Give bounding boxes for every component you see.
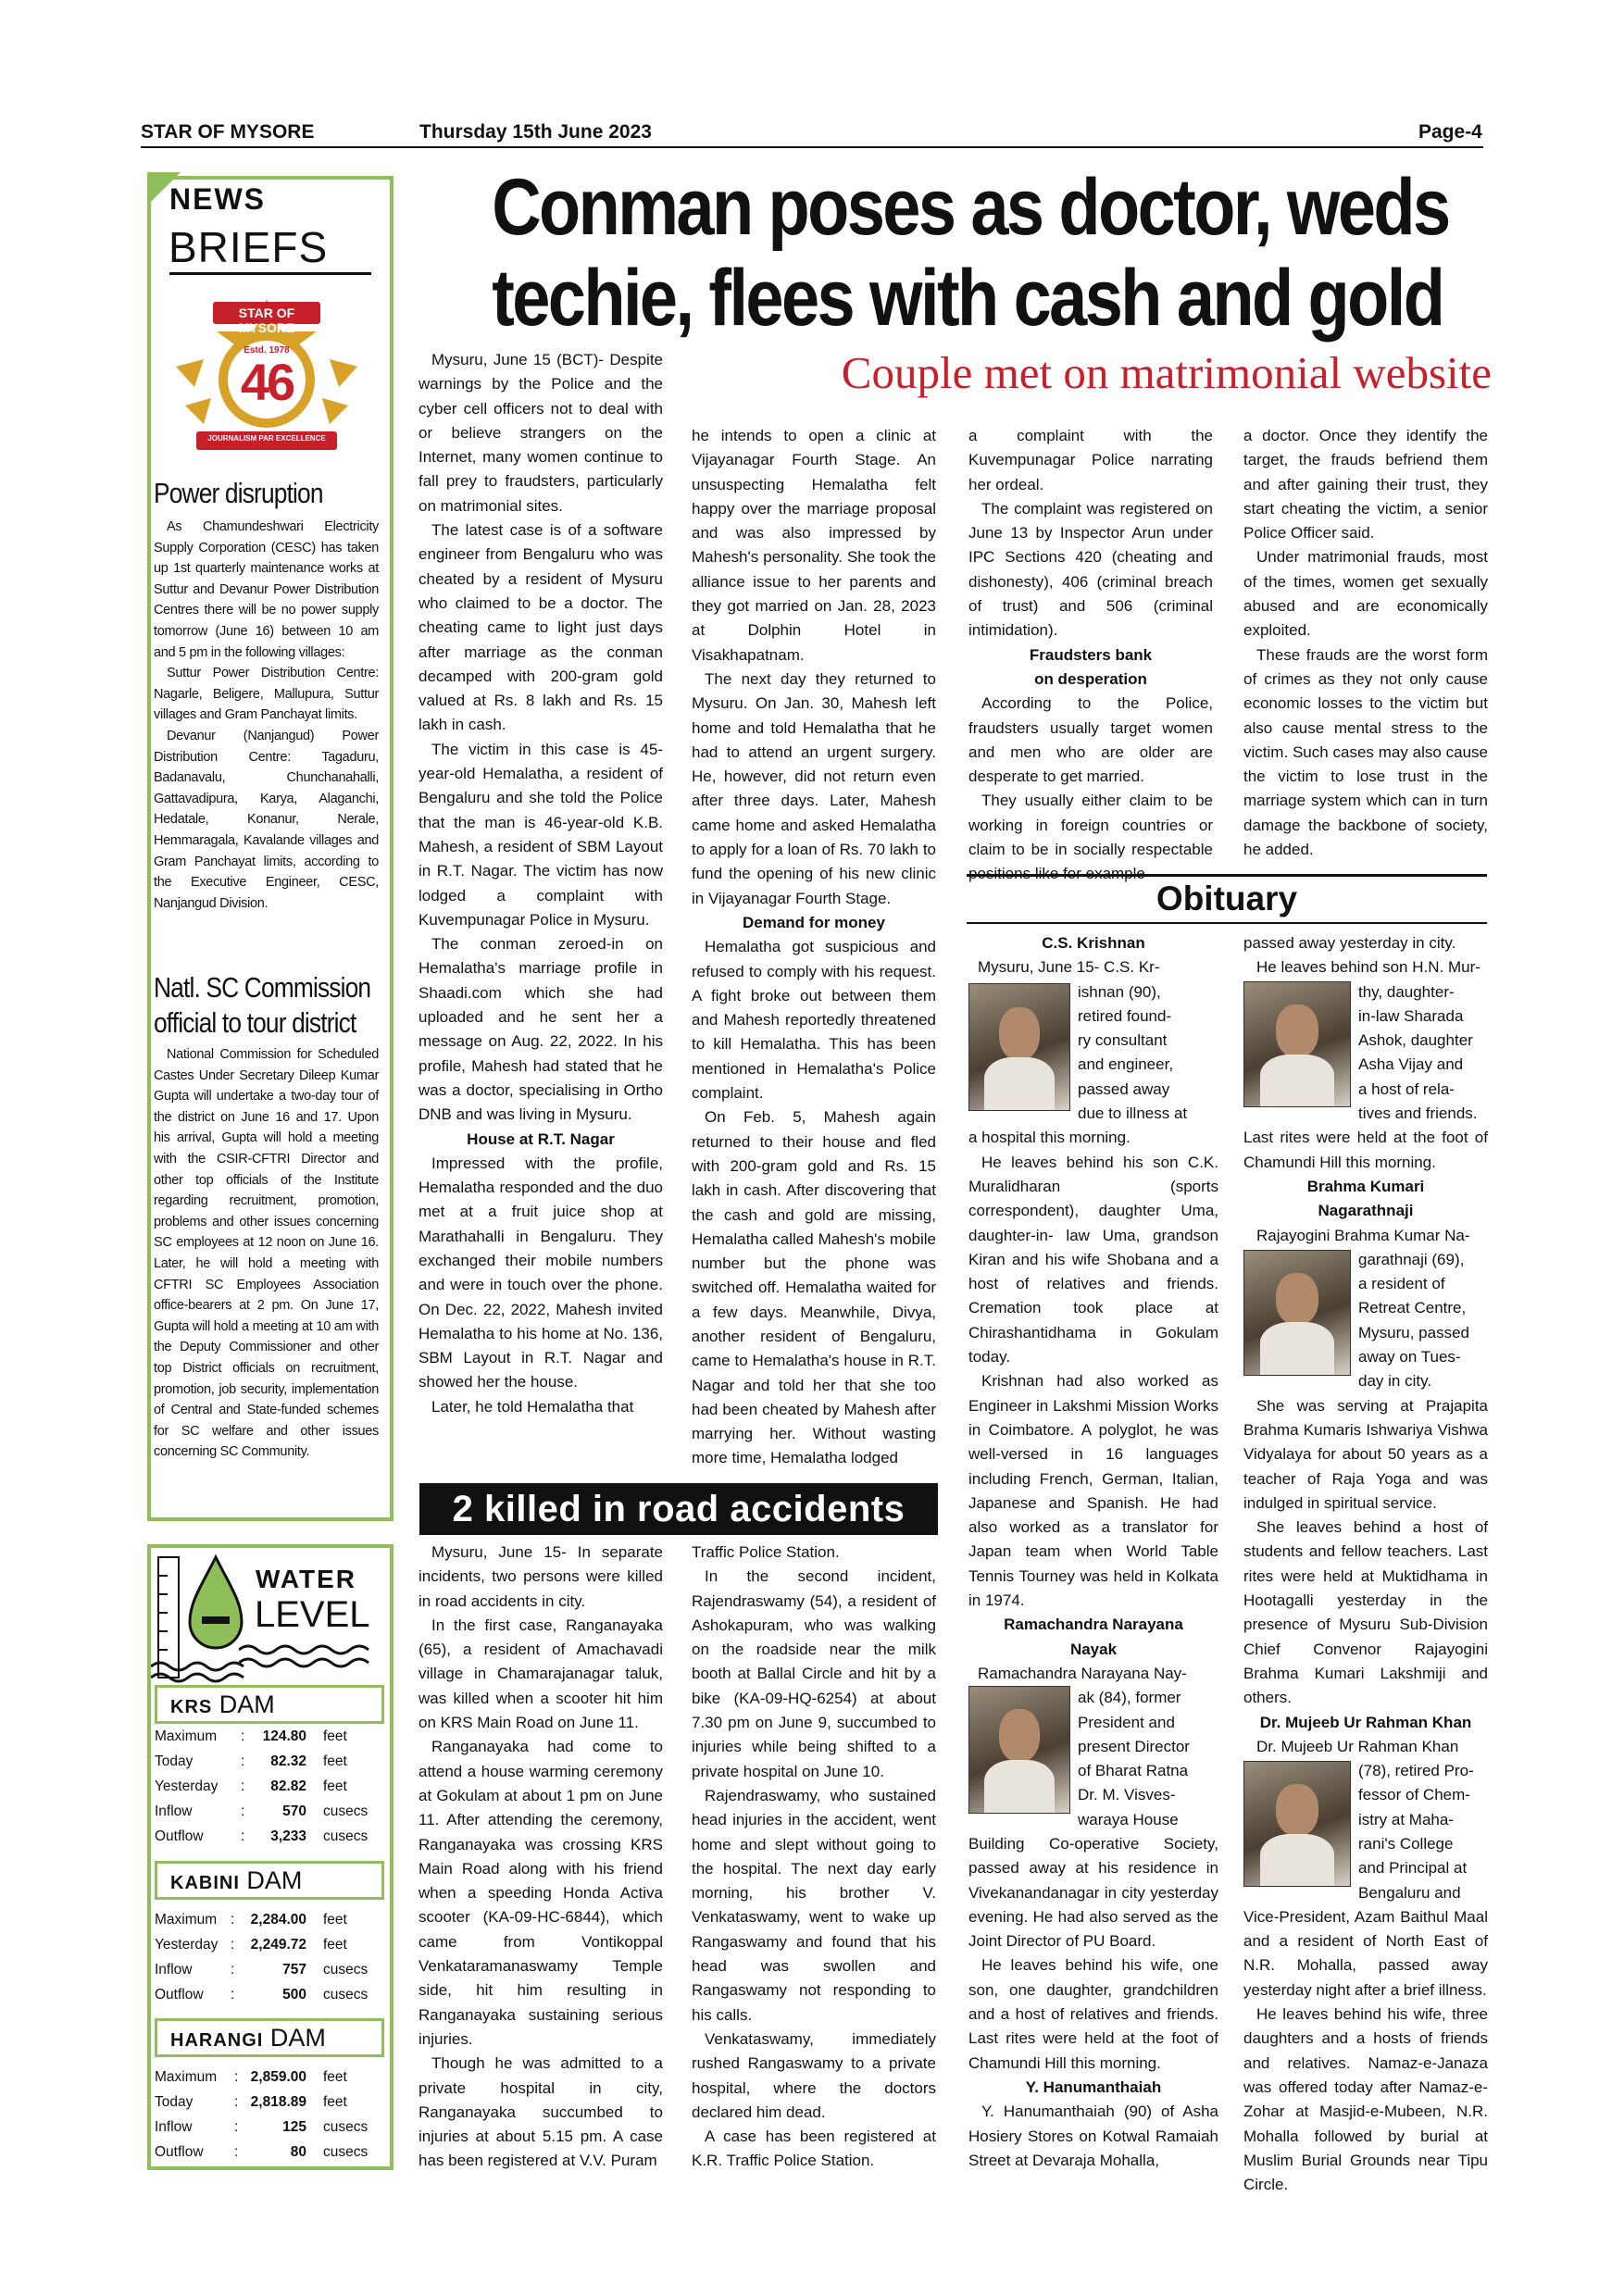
obit-text: Dr. Mujeeb Ur Rahman Khan: [1256, 1737, 1459, 1755]
obit-text: He leaves behind his wife, one son, one daughter, grandchildren and a host of relatives and friends. Last rites were held at the foot of Chamundi Hill this morning.: [968, 1956, 1218, 2072]
row-unit: feet: [323, 1912, 347, 1928]
obit-text: Y. Hanumanthaiah (90) of Asha Hosiery Stores on Kotwal Ramaiah Street at Devaraja Mohalla,: [968, 2103, 1218, 2169]
lead-para: Hemalatha got suspicious and refused to comply with his request. A fight broke out between them and Mahesh reportedly threatened to kill Hemalatha. This has been mentioned in Hemalatha's Police complaint.: [692, 938, 936, 1103]
row-value: 2,818.89: [250, 2094, 306, 2110]
obit-text: Asha Vijay and: [1358, 1055, 1464, 1074]
obit-text: due to illness at: [1078, 1104, 1188, 1123]
obit-text: and Principal at: [1358, 1859, 1468, 1878]
lead-para: a complaint with the Kuvempunagar Police narrating her ordeal.: [968, 427, 1213, 493]
lead-subheading-house: House at R.T. Nagar: [467, 1129, 615, 1148]
row-value: 3,233: [270, 1828, 306, 1844]
lead-para: These frauds are the worst form of crimes as they not only cause economic losses to the victim but also cause mental stress to the victim. Such cases may also cause the victim to lose trust in the marriage system which can in turn damage the backbone of society, he added.: [1243, 645, 1488, 859]
paper-name: STAR OF MYSORE: [141, 121, 315, 143]
brief-sc-para-1: National Commission for Scheduled Castes Under Secretary Dileep Kumar Gupta will undertake a two-day tour of the district on June 16 and 17. Upon his arrival, Gupta will hold a meeting with the CSIR-CFTRI Director and other top officials of the Institute regarding recruitment, promotion, problems and other issues concerning SC employees at 12 noon on June 16. Later, he will hold a meeting with CFTRI SC Employees Association office-bearers at 2 pm. On June 17, Gupta will hold a meeting at 10 am with the Deputy Commissioner and other top District officials on recruitment, promotion, job security, implementation of Central and State-funded schemes for SC welfare and other issues concerning SC Community.: [154, 1047, 379, 1460]
kabini-row-inflow: Inflow : 757 cusecs: [155, 1957, 379, 1982]
row-label: Today: [155, 1753, 194, 1769]
lead-column-2: [692, 424, 936, 1471]
krs-row-maximum: Maximum : 124.80 feet: [155, 1724, 379, 1749]
photo-ramachandra-nayak: [968, 1686, 1070, 1814]
obituary-rule-top: [967, 874, 1487, 877]
obit-text: He leaves behind his wife, three daughters and a hosts of friends and relatives. Namaz-e-Janaza was offered today after Namaz-e-Zohar at Masjid-e-Mubeen, N.R. Mohalla followed by burial at Muslim Burial Grounds near Tipu Circle.: [1243, 2005, 1488, 2194]
krs-row-inflow: Inflow : 570 cusecs: [155, 1799, 379, 1824]
photo-nagarathnaji: [1243, 1250, 1351, 1376]
obit-text: Krishnan had also worked as Engineer in Lakshmi Mission Works in Coimbatore. A polyglot, he was well-versed in 16 languages including French, German, Italian, Japanese and Spanish. He had also worked as a translator for Japan team when World Table Tennis Tourney was held in Kolkata in 1974.: [968, 1372, 1218, 1610]
row-unit: feet: [323, 2094, 347, 2110]
row-value: 82.32: [270, 1753, 306, 1769]
row-label: Maximum: [155, 1728, 218, 1744]
brief-power-body: [154, 517, 379, 914]
kabini-name: KABINI: [170, 1873, 240, 1893]
row-unit: cusecs: [323, 1962, 369, 1978]
obit-text: day in city.: [1358, 1372, 1432, 1391]
row-value: 2,859.00: [250, 2069, 306, 2085]
row-label: Inflow: [155, 2119, 193, 2135]
news-briefs-title-1: NEWS: [169, 182, 266, 216]
row-unit: feet: [323, 1937, 347, 1953]
masthead-rule: [141, 146, 1483, 148]
row-label: Maximum: [155, 1912, 218, 1928]
kabini-dam-label: DAM: [246, 1866, 303, 1894]
logo-ribbon: JOURNALISM PAR EXCELLENCE: [207, 434, 326, 443]
row-unit: cusecs: [323, 1803, 369, 1819]
accidents-column-2: [692, 1541, 936, 2174]
obit-name-brahma-kumari-2: Nagarathnaji: [1318, 1202, 1414, 1220]
accident-para: Venkataswamy, immediately rushed Rangaswamy to a private hospital, where the doctors declared him dead.: [692, 2029, 936, 2121]
lead-para: They usually either claim to be working in foreign countries or claim to be in socially respectable: [968, 792, 1213, 859]
kabini-row-maximum: Maximum : 2,284.00 feet: [155, 1907, 379, 1932]
logo-estd: Estd. 1978: [244, 345, 290, 356]
obit-text: Mysuru, passed: [1358, 1323, 1469, 1341]
obit-text: a resident of: [1358, 1275, 1445, 1293]
obit-text: rani's College: [1358, 1834, 1454, 1853]
lead-para: Under matrimonial frauds, most of the times, women get sexually abused and are economically exploited.: [1243, 548, 1488, 640]
brief-heading-sc-commission: Natl. SC Commission official to tour district: [154, 971, 371, 1039]
lead-subheading-fraudsters-1: Fraudsters bank: [1029, 645, 1153, 664]
obit-text: She was serving at Prajapita Brahma Kumaris Ishwariya Vishwa Vidyalaya for about 50 years as a teacher of Raja Yoga and was indulged in spiritual service.: [1243, 1396, 1488, 1512]
brief-power-para-3: Devanur (Nanjangud) Power Distribution Centre: Tagaduru, Badanavalu, Chunchanahalli, Gattavadipura, Karya, Alaganchi, Hedatale, Konanur, Nerale, Hemmaragala, Kavalande villages and Gram Panchayat limits, according to the Executive Engineer, CESC, Nanjangud Division.: [154, 728, 379, 911]
logo-top-text: STAR OF MYSORE: [238, 306, 295, 335]
row-label: Inflow: [155, 1962, 193, 1978]
row-label: Yesterday: [155, 1937, 219, 1953]
lead-column-4: [1243, 424, 1488, 862]
krs-row-today: Today : 82.32 feet: [155, 1749, 379, 1774]
obit-text: and engineer,: [1078, 1055, 1174, 1074]
row-value: 125: [282, 2119, 306, 2135]
obit-text: He leaves behind his son C.K. Muralidharan (sports correspondent), daughter Uma, daughter-in- law Uma, grandson Kiran and his wife Shobana and a host of relatives and friends. Cremation took place at Chirashantidhama in Gokulam today.: [968, 1153, 1218, 1366]
lead-headline-line-2: techie, flees with cash and gold: [492, 254, 1443, 343]
krs-row-outflow: Outflow : 3,233 cusecs: [155, 1824, 379, 1849]
obit-text: Vice-President, Azam Baithul Maal and a resident of North East of N.R. Mohalla, passed away yesterday night after a brief illness.: [1243, 1907, 1488, 1999]
obit-name-nayak-1: Ramachandra Narayana: [1004, 1616, 1183, 1634]
row-unit: cusecs: [323, 1828, 369, 1844]
obit-text: Last rites were held at the foot of Chamundi Hill this morning.: [1243, 1129, 1488, 1171]
obit-text: President and: [1078, 1713, 1175, 1731]
harangi-dam-header: [155, 2018, 384, 2057]
obit-text: Dr. M. Visves-: [1078, 1786, 1176, 1804]
obit-name-cs-krishnan: C.S. Krishnan: [1042, 934, 1145, 952]
harangi-dam-label: DAM: [269, 2024, 326, 2052]
brief-power-para-2: Suttur Power Distribution Centre: Nagarle, Beligere, Mallupura, Suttur villages and Gram Panchayat limits.: [154, 666, 379, 723]
lead-column-1: [418, 348, 663, 1419]
obit-text: thy, daughter-: [1358, 982, 1455, 1001]
row-label: Yesterday: [155, 1778, 219, 1794]
lead-para: On Feb. 5, Mahesh again returned to their house and fled with 200-gram gold and Rs. 15 lakh in cash. After discovering that the cash and gold are missing, Hemalatha called Mahesh's mobile number but the phone was switched off. Hemalatha waited for a few days. Meanwhile, Divya, another resident of Bengaluru, came to Hemalatha's house in R.T. Nagar and told her that she too had been cheated by Mahesh after marrying her. Without wasting more time, Hemalatha lodged: [692, 1108, 936, 1467]
lead-para: The conman zeroed-in on Hemalatha's marriage profile in Shaadi.com which she had uploaded and he sent her a message on Aug. 22, 2022. In his profile, Mahesh had stated that he was a doctor, specialising in Ortho DNB and was living in Mysuru.: [418, 935, 663, 1124]
obit-text: Rajayogini Brahma Kumar Na-: [1256, 1226, 1470, 1244]
obit-text: Ramachandra Narayana Nay-: [978, 1664, 1187, 1682]
obit-text: Bengaluru and: [1358, 1883, 1461, 1902]
news-briefs-title-2: BRIEFS: [169, 223, 329, 271]
obit-text: He leaves behind son H.N. Mur-: [1256, 958, 1480, 977]
obit-name-mujeeb-ur-rahman-khan: Dr. Mujeeb Ur Rahman Khan: [1259, 1713, 1472, 1731]
lead-para: The complaint was registered on June 13 by Inspector Arun under IPC Sections 420 (cheating and dishonesty), 406 (criminal breach of trust) and 506 (criminal intimidation).: [968, 499, 1213, 640]
obit-text: (78), retired Pro-: [1358, 1762, 1474, 1780]
accident-para: In the first case, Ranganayaka (65), a resident of Amachavadi village in Chamarajanagar taluk, was killed when a scooter hit him on KRS Main Road on June 11.: [418, 1616, 663, 1732]
row-label: Outflow: [155, 2144, 204, 2160]
krs-name: KRS: [170, 1697, 213, 1717]
harangi-row-outflow: Outflow : 80 cusecs: [155, 2140, 379, 2165]
harangi-row-today: Today : 2,818.89 feet: [155, 2090, 379, 2115]
logo-number: 46: [240, 353, 294, 411]
row-label: Outflow: [155, 1828, 204, 1844]
row-value: 570: [282, 1803, 306, 1819]
obit-text: ishnan (90),: [1078, 982, 1161, 1001]
lead-para: According to the Police, fraudsters usually target women and men who are older are desperate to get married.: [968, 694, 1213, 786]
obit-text: a host of rela-: [1358, 1079, 1455, 1098]
obit-text: in-law Sharada: [1358, 1006, 1464, 1025]
obit-text: retired found-: [1078, 1006, 1172, 1025]
obit-text: ry consultant: [1078, 1031, 1168, 1050]
page-number: Page-4: [1418, 121, 1482, 143]
kabini-dam-header: [155, 1861, 384, 1900]
lead-para: Later, he told Hemalatha that: [431, 1397, 634, 1416]
row-unit: feet: [323, 1778, 347, 1794]
row-value: 500: [282, 1987, 306, 2003]
accident-para: Ranganayaka had come to attend a house warming ceremony at Gokulam at about 1 pm on June 11. After attending the ceremony, Ranganayaka was crossing KRS Main Road along with his friend when a speeding Honda Activa scooter (KA-09-HC-6844), which came from Vontikoppal Venkataramanaswamy Temple side, hit him resulting in Ranganayaka sustaining serious injuries.: [418, 1738, 663, 2048]
obit-text: Ashok, daughter: [1358, 1031, 1473, 1050]
water-drop-icon: [151, 1548, 253, 1687]
obit-text: present Director: [1078, 1737, 1190, 1755]
obit-text: She leaves behind a host of students and fellow teachers. Last rites were held at Muktidhama in Hootagalli yesterday in the presence of Mysuru Sub-Division Chief Convenor Rajayogini Brahma Kumari Lakshmiji and others.: [1243, 1518, 1488, 1707]
obit-text: tives and friends.: [1358, 1104, 1478, 1123]
row-unit: feet: [323, 1728, 347, 1744]
harangi-row-maximum: Maximum : 2,859.00 feet: [155, 2065, 379, 2090]
obit-name-hanumanthaiah: Y. Hanumanthaiah: [1025, 2078, 1162, 2096]
photo-hanumanthaiah: [1243, 981, 1351, 1107]
waves-icon: [239, 1639, 378, 1676]
accidents-headline: 2 killed in road accidents: [419, 1483, 938, 1535]
accident-para: Mysuru, June 15- In separate incidents, two persons were killed in road accidents in city.: [418, 1543, 663, 1610]
brief-power-para-1: As Chamundeshwari Electricity Supply Corporation (CESC) has taken up 1st quarterly maintenance works at Suttur and Devanur Power Distribution Centres there will be no power supply tomorrow (June 16) between 10 am and 5 pm in the following villages:: [154, 519, 379, 660]
krs-dam-header: [155, 1685, 384, 1724]
obituary-right-column: [1243, 931, 1488, 2197]
row-value: 82.82: [270, 1778, 306, 1794]
photo-cs-krishnan: [968, 983, 1070, 1111]
water-level-title-1: WATER: [256, 1565, 357, 1593]
kabini-row-yesterday: Yesterday : 2,249.72 feet: [155, 1932, 379, 1957]
lead-para: Impressed with the profile, Hemalatha responded and the duo met at a fruit juice shop at Marathahalli in Bengaluru. They exchanged their mobile numbers and were in touch over the phone. On Dec. 22, 2022, Mahesh invited Hemalatha to his home at No. 136, SBM Layout in R.T. Nagar and showed her the house.: [418, 1154, 663, 1391]
obit-text: a hospital this morning.: [968, 1129, 1131, 1147]
accident-para: Traffic Police Station.: [692, 1543, 840, 1561]
krs-row-yesterday: Yesterday : 82.82 feet: [155, 1774, 379, 1799]
row-label: Outflow: [155, 1987, 204, 2003]
row-unit: cusecs: [323, 1987, 369, 2003]
row-unit: cusecs: [323, 2119, 369, 2135]
lead-headline-line-1: Conman poses as doctor, weds: [492, 163, 1449, 252]
obit-name-brahma-kumari-1: Brahma Kumari: [1306, 1177, 1425, 1195]
brief-sc-body: [154, 1044, 379, 1463]
harangi-row-inflow: Inflow : 125 cusecs: [155, 2115, 379, 2140]
briefs-divider: [169, 272, 371, 275]
obit-text: fessor of Chem-: [1358, 1786, 1470, 1804]
accident-para: A case has been registered at K.R. Traffic Police Station.: [692, 2128, 936, 2170]
accident-para: In the second incident, Rajendraswamy (54), a resident of Ashokapuram, who was walking on the roadside near the milk booth at Ballal Circle and hit by a bike (KA-09-HQ-6254) at about 7.30 pm on June 9, succumbed to injuries while being shifted to a private hospital on June 10.: [692, 1567, 936, 1780]
row-value: 2,284.00: [250, 1912, 306, 1928]
obit-text: Building Co-operative Society, passed away at his residence in Vivekanandanagar in city yesterday evening. He had also served as the Joint Director of PU Board.: [968, 1834, 1218, 1951]
accident-para: Though he was admitted to a private hospital in city, Ranganayaka succumbed to injuries at about 5.15 pm. A case has been registered at V.V. Puram: [418, 2054, 663, 2170]
photo-mujeeb-ur-rahman-khan: [1243, 1761, 1351, 1887]
obituary-left-column: [968, 931, 1218, 2173]
accidents-column-1: [418, 1541, 663, 2174]
lead-para: he intends to open a clinic at Vijayanagar Fourth Stage. An unsuspecting Hemalatha felt happy over the marriage proposal and was also impressed by Mahesh's personality. She took the alliance issue to her parents and they got married on Jan. 28, 2023 at Dolphin Hotel in Visakhapatnam.: [692, 427, 936, 664]
obit-text: garathnaji (69),: [1358, 1250, 1465, 1268]
issue-date: Thursday 15th June 2023: [419, 121, 652, 143]
row-unit: feet: [323, 2069, 347, 2085]
lead-para: The latest case is of a software engineer from Bengaluru who was cheated by a resident of Mysuru who claimed to be a doctor. The cheating came to light just days after marriage as the conman decamped with 200-gram gold valued at Rs. 8 lakh and Rs. 15 lakh in cash.: [418, 521, 663, 734]
lead-para: The victim in this case is 45-year-old Hemalatha, a resident of Bengaluru and she told the Police that the man is 46-year-old K.B. Mahesh, a resident of SBM Layout in R.T. Nagar. The victim has now lodged a complaint with Kuvempunagar Police in Mysuru.: [418, 740, 663, 929]
row-value: 2,249.72: [250, 1937, 306, 1953]
obit-name-nayak-2: Nayak: [1069, 1640, 1118, 1658]
obit-text: away on Tues-: [1358, 1348, 1461, 1366]
row-unit: cusecs: [323, 2144, 369, 2160]
obituary-rule-bottom: [967, 922, 1487, 924]
row-label: Inflow: [155, 1803, 193, 1819]
lead-subhead: Couple met on matrimonial website: [841, 347, 1492, 398]
row-label: Today: [155, 2094, 194, 2110]
obit-text: ak (84), former: [1078, 1689, 1181, 1707]
row-value: 80: [290, 2144, 306, 2160]
obituary-heading: Obituary: [1156, 880, 1298, 917]
row-unit: feet: [323, 1753, 347, 1769]
obit-text: passed away: [1078, 1079, 1170, 1098]
row-value: 757: [282, 1962, 306, 1978]
lead-para: a doctor. Once they identify the target, the frauds befriend them and after gaining their trust, they start cheating the victim, a senior Police Officer said.: [1243, 427, 1488, 543]
lead-subheading-demand: Demand for money: [743, 913, 885, 931]
harangi-name: HARANGI: [170, 2030, 264, 2051]
krs-dam-label: DAM: [219, 1691, 275, 1718]
obit-text: Retreat Centre,: [1358, 1299, 1467, 1317]
brief-heading-power: Power disruption: [154, 477, 323, 509]
lead-para: Mysuru, June 15 (BCT)- Despite warnings by the Police and the cyber cell officers not to deal with or believe strangers on the Internet, many women continue to fall prey to fraudsters, particularly on matrimonial sites.: [418, 351, 663, 515]
row-label: Maximum: [155, 2069, 218, 2085]
star-of-mysore-46-logo: [157, 294, 376, 461]
lead-subheading-fraudsters-2: on desperation: [1034, 669, 1147, 688]
obit-text: istry at Maha-: [1358, 1810, 1454, 1828]
obit-text: of Bharat Ratna: [1078, 1762, 1189, 1780]
water-level-title-2: LEVEL: [255, 1594, 370, 1635]
kabini-row-outflow: Outflow : 500 cusecs: [155, 1982, 379, 2007]
row-value: 124.80: [262, 1728, 306, 1744]
obit-text: passed away yesterday in city.: [1243, 934, 1456, 952]
lead-para: The next day they returned to Mysuru. On Jan. 30, Mahesh left home and told Hemalatha that he had to attend an urgent surgery. He, however, did not return even after three days. Later, Mahesh came home and asked Hemalatha to apply for a loan of Rs. 70 lakh to fund the opening of his new clinic in Vijayanagar Fourth Stage.: [692, 669, 936, 907]
accident-para: Rajendraswamy, who sustained head injuries in the accident, went home and slept without going to the hospital. The next day early morning, his brother V. Venkataswamy, went to wake up Rangaswamy and found that his head was swollen and Rangaswamy not responding to his calls.: [692, 1786, 936, 2024]
obit-text: waraya House: [1078, 1810, 1179, 1828]
obit-text: Mysuru, June 15- C.S. Kr-: [978, 958, 1160, 977]
lead-column-3: [968, 424, 1213, 887]
